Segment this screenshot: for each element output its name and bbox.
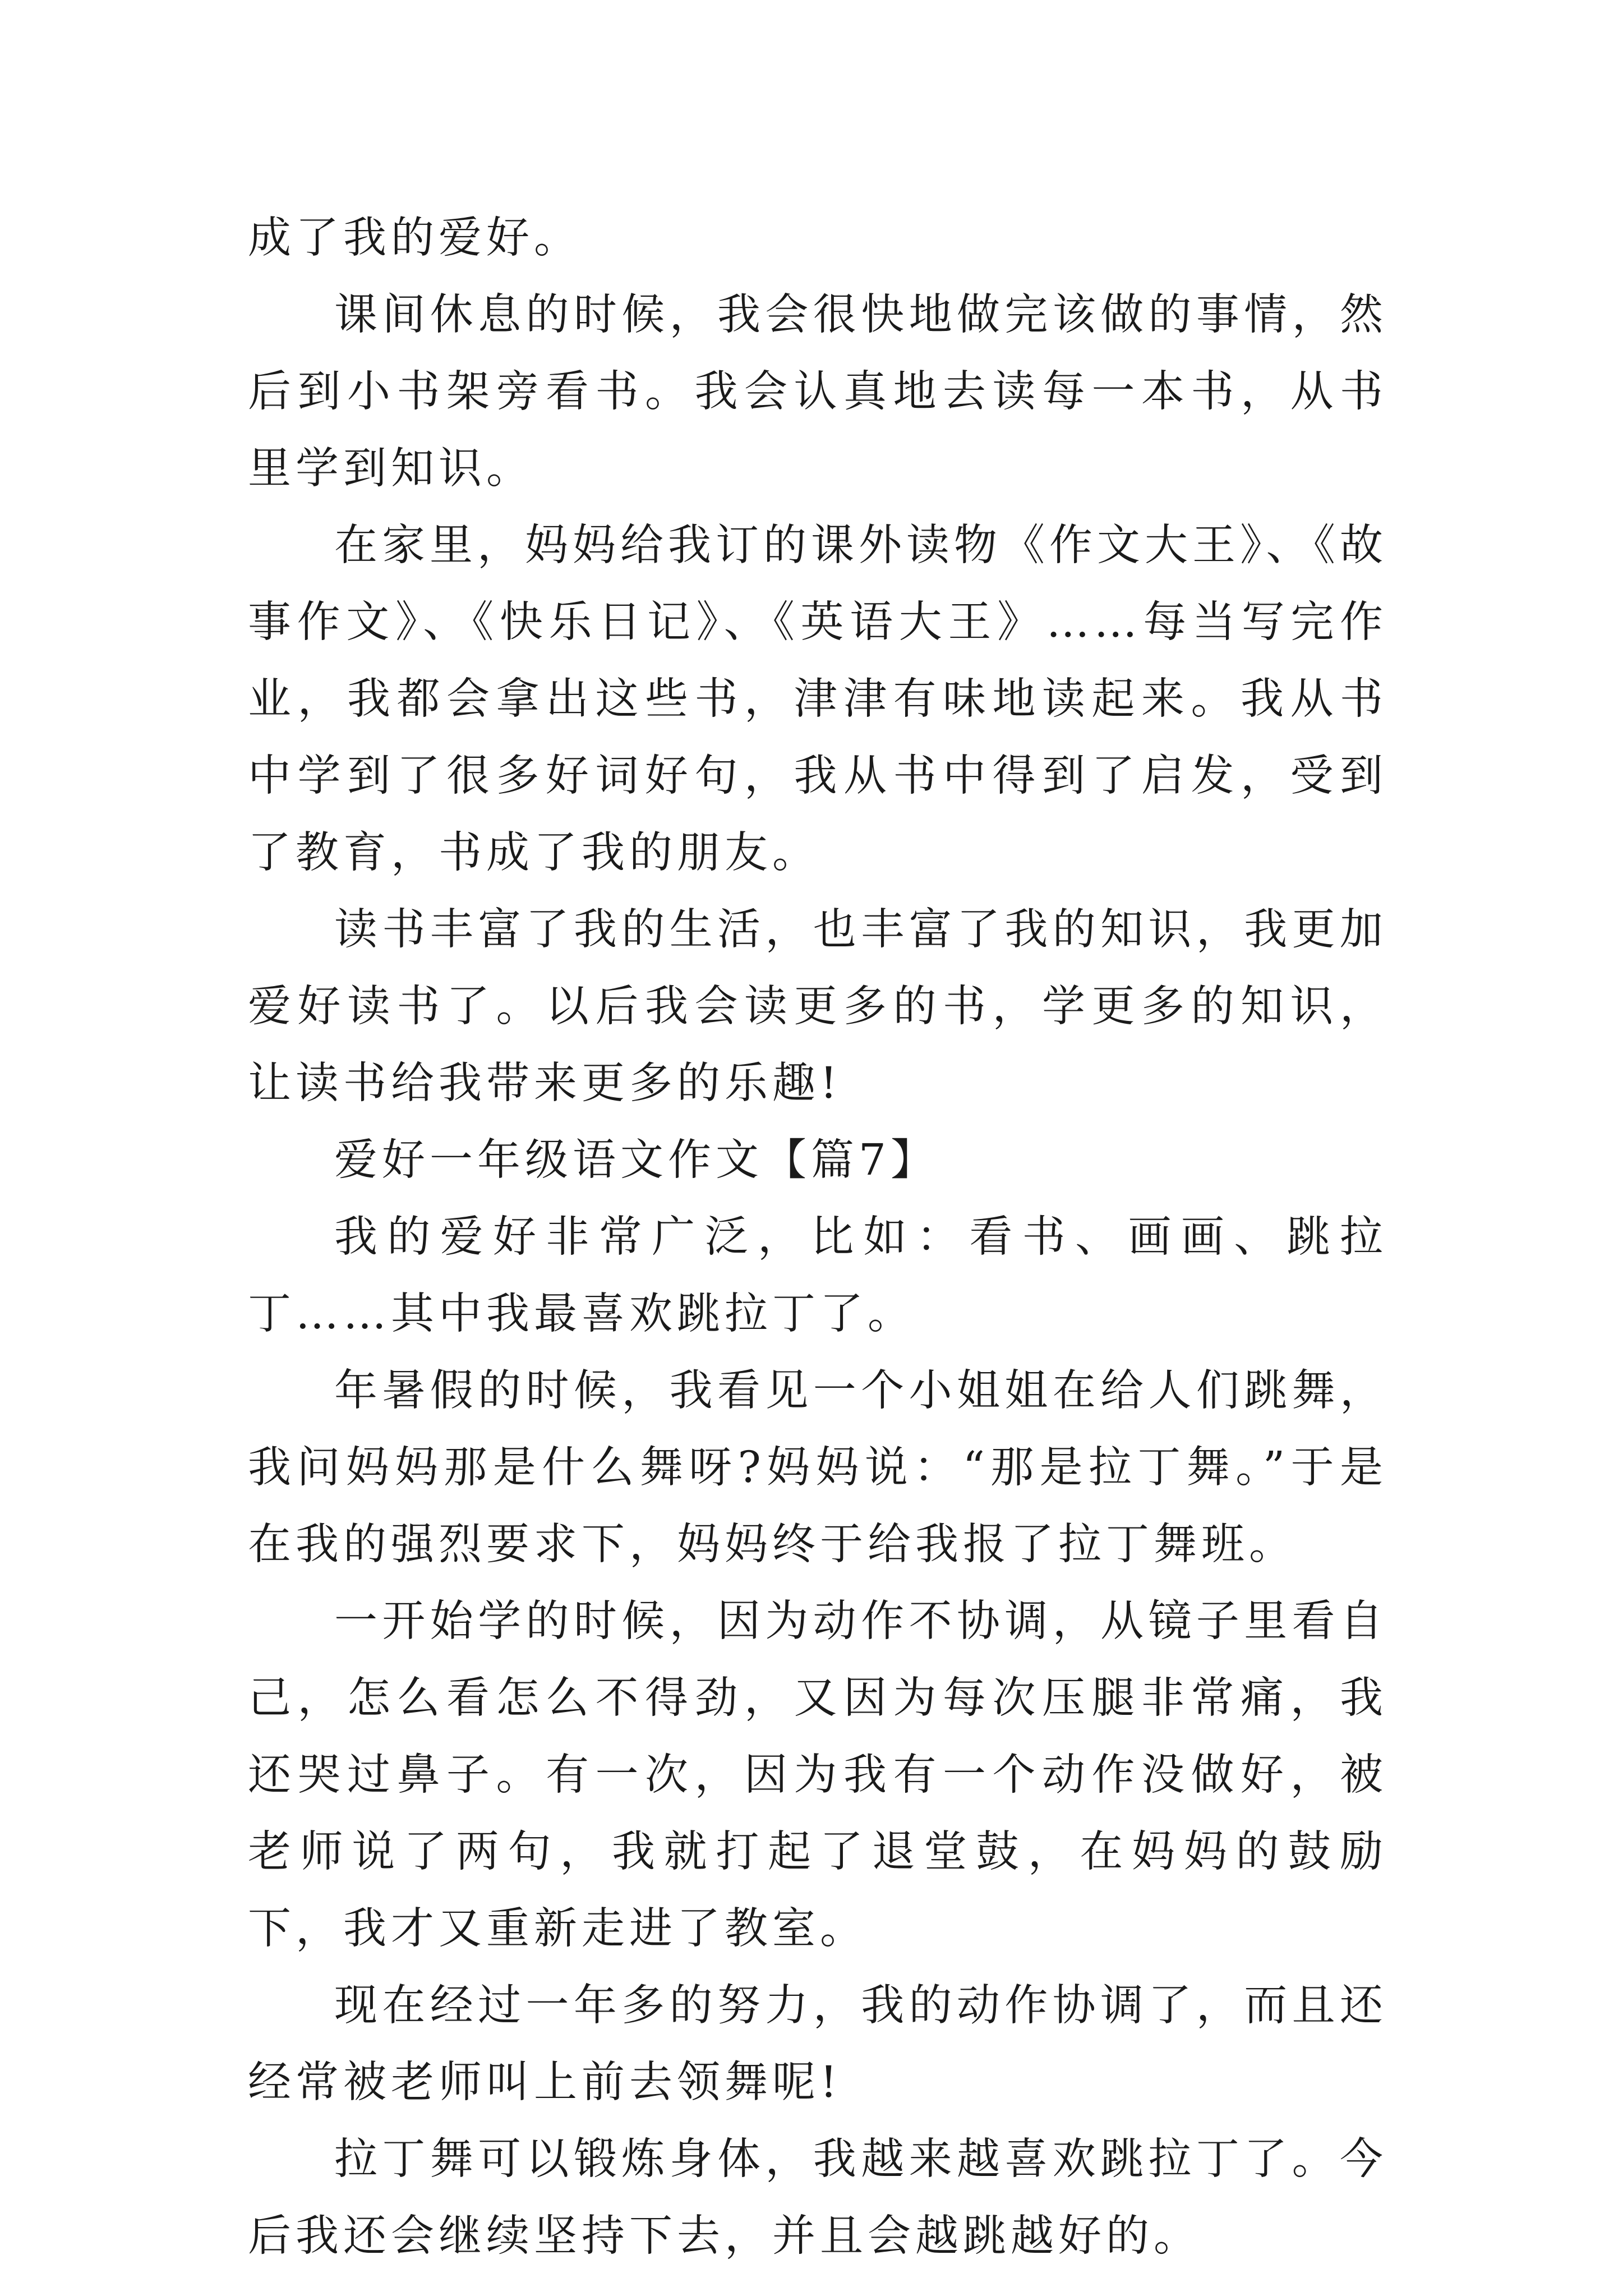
paragraph-break-reading: 课间休息的时候，我会很快地做完该做的事情，然后到小书架旁看书。我会认真地去读每一本书，从书里学到知识。 [248,290,1387,494]
paragraph-reading-conclusion: 读书丰富了我的生活，也丰富了我的知识，我更加爱好读书了。以后我会读更多的书，学更多的知识，让读书给我带来更多的乐趣! [248,905,1387,1108]
document-page [248,200,1387,2275]
paragraph-hobbies-intro: 我的爱好非常广泛，比如：看书、画画、跳拉丁……其中我最喜欢跳拉丁了。 [248,1212,1387,1339]
essay-heading: 爱好一年级语文作文【篇7】 [334,1135,938,1185]
paragraph-home-reading: 在家里，妈妈给我订的课外读物《作文大王》、《故事作文》、《快乐日记》、《英语大王》……每当写完作业，我都会拿出这些书，津津有味地读起来。我从书中学到了很多好词好句，我从书中得到了启发，受到了教育，书成了我的朋友。 [248,521,1387,878]
paragraph-progress: 现在经过一年多的努力，我的动作协调了，而且还经常被老师叫上前去领舞呢! [248,1981,1387,2108]
paragraph-summer-vacation: 年暑假的时候，我看见一个小姐姐在给人们跳舞，我问妈妈那是什么舞呀?妈妈说：“那是拉丁舞。”于是在我的强烈要求下，妈妈终于给我报了拉丁舞班。 [248,1366,1387,1570]
paragraph-conclusion: 拉丁舞可以锻炼身体，我越来越喜欢跳拉丁了。今后我还会继续坚持下去，并且会越跳越好的。 [248,2134,1387,2261]
paragraph-learning-difficulties: 一开始学的时候，因为动作不协调，从镜子里看自己，怎么看怎么不得劲，又因为每次压腿非常痛，我还哭过鼻子。有一次，因为我有一个动作没做好，被老师说了两句，我就打起了退堂鼓，在妈妈的鼓励下，我才又重新走进了教室。 [248,1596,1387,1954]
paragraph-continuation: 成了我的爱好。 [248,213,582,263]
